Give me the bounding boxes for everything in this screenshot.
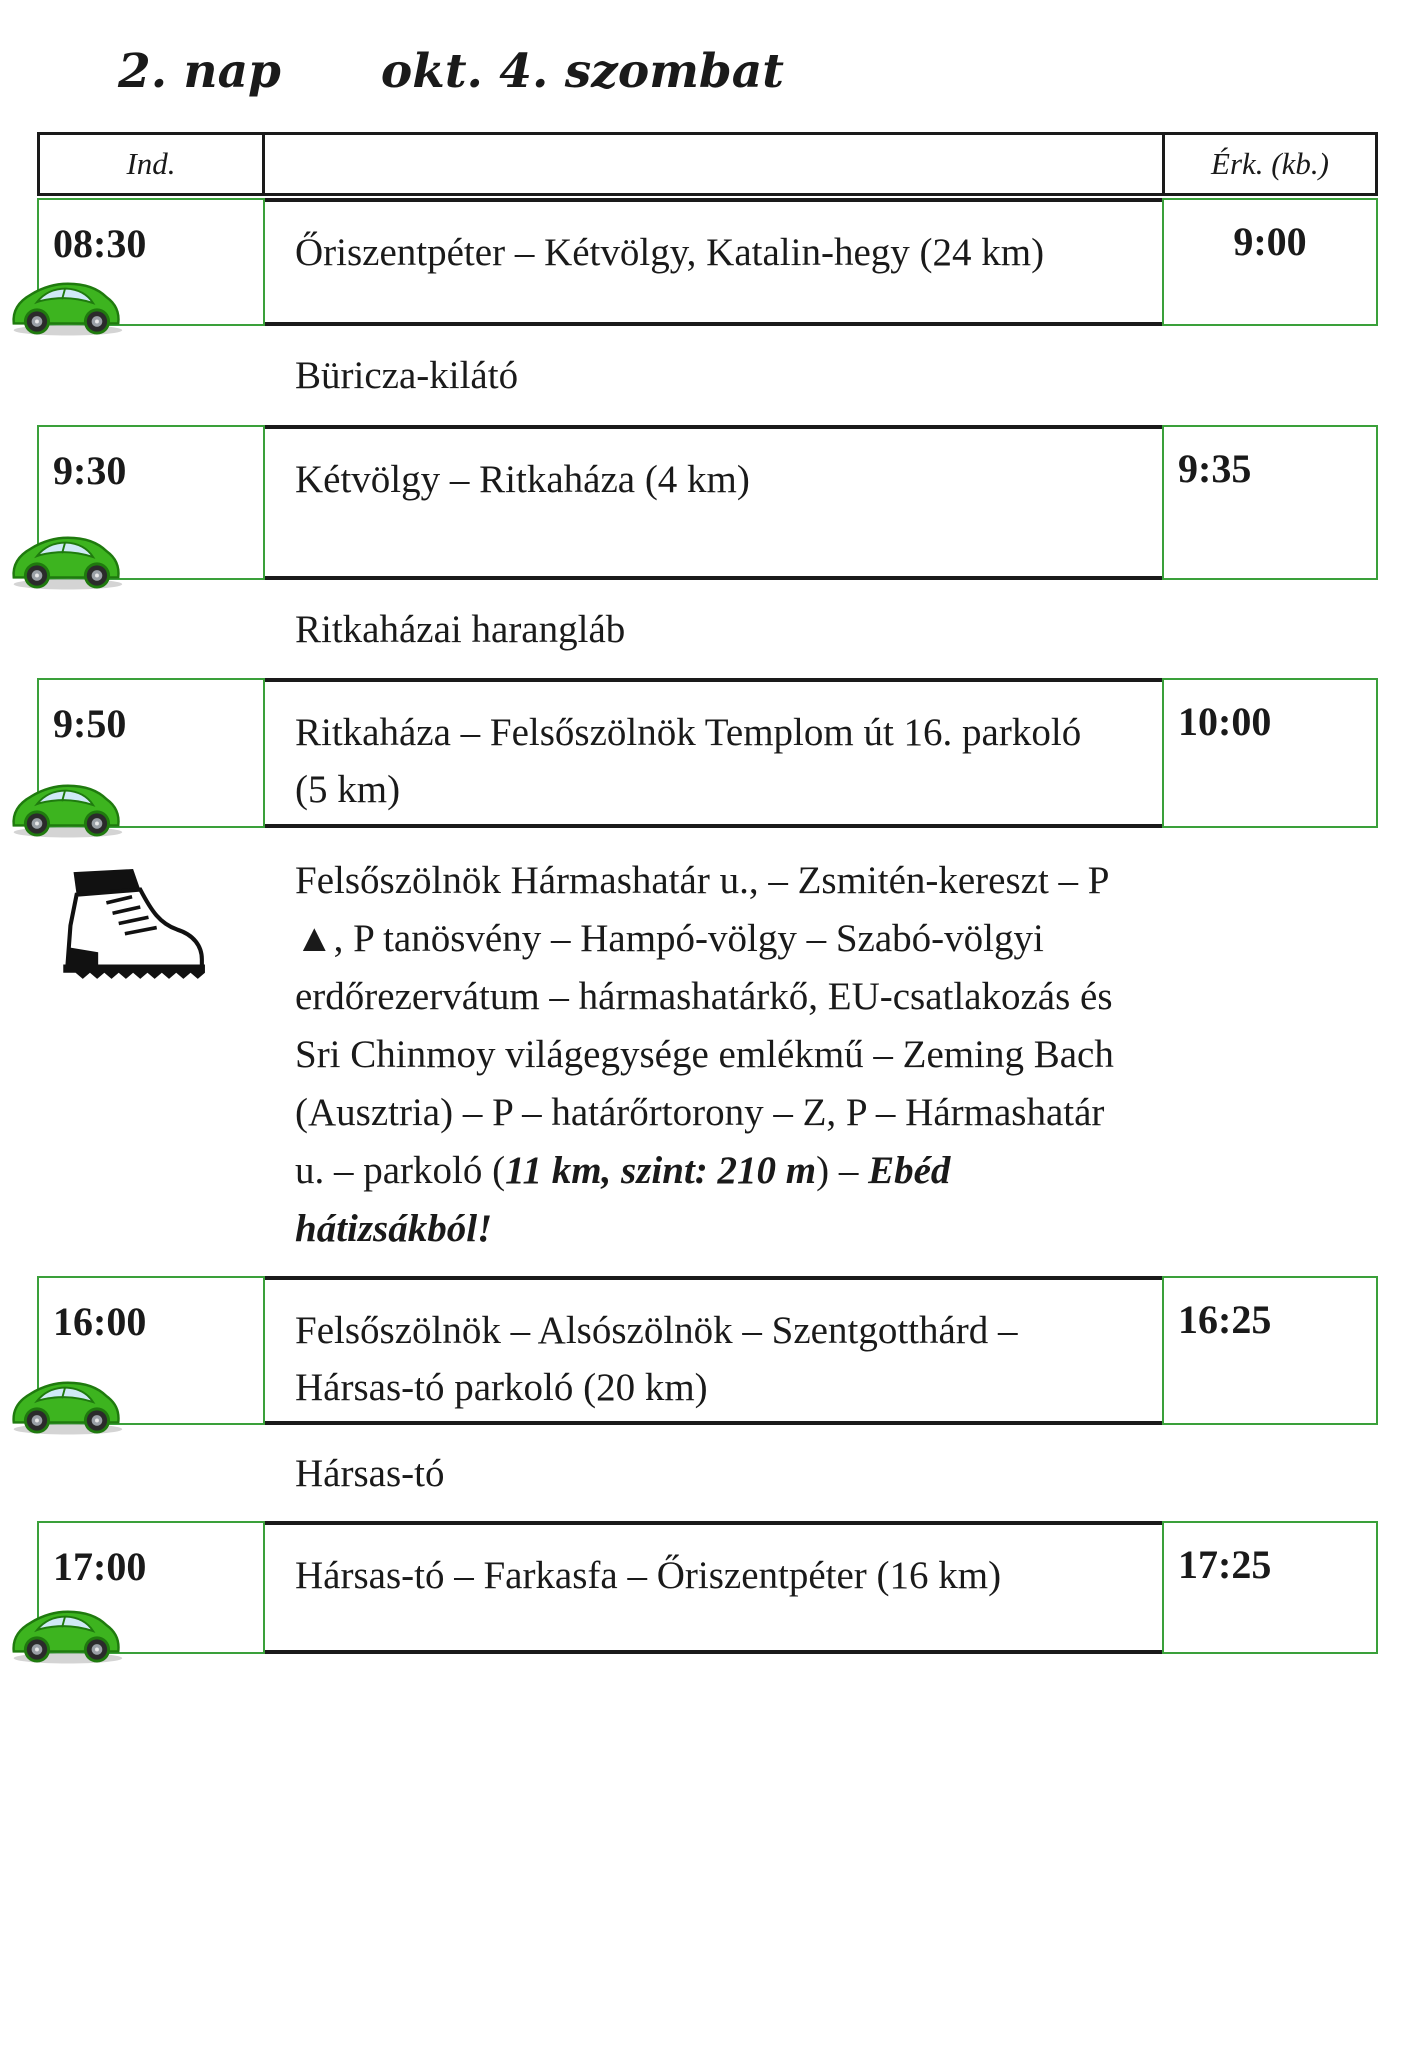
header-arrive-cell xyxy=(1162,132,1378,196)
depart-time: 08:30 xyxy=(53,221,147,266)
arrival-time-cell xyxy=(1162,1276,1378,1425)
itinerary-row-drive-2 xyxy=(37,425,1378,580)
hike-text: Felsőszölnök Hármashatár u., – Zsmitén-kereszt – P ▲, P tanösvény – Hampó-völgy – Szabó-völgyi erdőrezervátum – hármashatárkő, EU-csatlakozás és Sri Chinmoy világegysége emlékmű – Zeming Bach (Ausztria) – P – határőrtorony – Z, P – Hármashatár u. – parkoló ( xyxy=(295,859,1114,1192)
hike-lunch-note: Ebéd hátizsákból! xyxy=(295,1149,951,1250)
hike-text-mid: ) – xyxy=(816,1149,869,1192)
waypoint-note-row-3 xyxy=(37,1425,1378,1521)
arrival-time: 17:25 xyxy=(1178,1542,1272,1587)
title-day: 2. nap xyxy=(118,44,281,99)
hike-icon-cell xyxy=(37,828,265,1276)
arrival-time: 9:00 xyxy=(1233,219,1307,264)
route-description-cell xyxy=(265,198,1162,326)
header-description-cell xyxy=(265,132,1162,196)
route-description: Őriszentpéter – Kétvölgy, Katalin-hegy (24 km) xyxy=(295,231,1045,274)
route-description: Hársas-tó – Farkasfa – Őriszentpéter (16 km) xyxy=(295,1554,1002,1597)
waypoint-note-row-1 xyxy=(37,326,1378,425)
depart-time-cell xyxy=(37,1276,265,1425)
route-description: Kétvölgy – Ritkaháza (4 km) xyxy=(295,458,750,501)
depart-column-label: Ind. xyxy=(126,146,176,181)
waypoint-note xyxy=(265,580,1162,678)
waypoint-note-text: Büricza-kilátó xyxy=(295,354,519,397)
page-title xyxy=(118,44,1428,100)
route-description: Felsőszölnök – Alsószölnök – Szentgotthárd – Hársas-tó parkoló (20 km) xyxy=(295,1309,1018,1409)
depart-time: 17:00 xyxy=(53,1544,147,1589)
route-description-cell xyxy=(265,1521,1162,1654)
route-description-cell xyxy=(265,678,1162,828)
car-icon xyxy=(7,276,125,336)
itinerary-row-drive-5 xyxy=(37,1521,1378,1654)
route-description-cell xyxy=(265,1276,1162,1425)
itinerary-row-hike xyxy=(37,828,1378,1276)
table-header-row xyxy=(37,132,1378,196)
itinerary-row-drive-4 xyxy=(37,1276,1378,1425)
hike-stats: 11 km, szint: 210 m xyxy=(505,1149,817,1192)
hike-description-cell xyxy=(265,828,1162,1276)
header-depart-cell xyxy=(37,132,265,196)
arrival-time-cell xyxy=(1162,425,1378,580)
hiking-boot-icon xyxy=(53,864,207,986)
itinerary-row-drive-3 xyxy=(37,678,1378,828)
itinerary-row-drive-1 xyxy=(37,198,1378,326)
arrival-time-cell xyxy=(1162,1521,1378,1654)
arrival-time: 16:25 xyxy=(1178,1297,1272,1342)
depart-time-cell xyxy=(37,1521,265,1654)
car-icon xyxy=(7,1604,125,1664)
arrival-time: 9:35 xyxy=(1178,446,1252,491)
waypoint-note-text: Hársas-tó xyxy=(295,1451,445,1495)
depart-time: 16:00 xyxy=(53,1299,147,1344)
waypoint-note-row-2 xyxy=(37,580,1378,678)
depart-time-cell xyxy=(37,425,265,580)
arrival-time-cell xyxy=(1162,678,1378,828)
car-icon xyxy=(7,1375,125,1435)
depart-time-cell xyxy=(37,678,265,828)
car-icon xyxy=(7,530,125,590)
arrive-column-label: Érk. (kb.) xyxy=(1211,146,1329,181)
arrival-time-cell xyxy=(1162,198,1378,326)
arrival-time: 10:00 xyxy=(1178,699,1272,744)
car-icon xyxy=(7,778,125,838)
itinerary-table xyxy=(37,132,1378,1654)
route-description: Ritkaháza – Felsőszölnök Templom út 16. parkoló (5 km) xyxy=(295,711,1082,811)
depart-time-cell xyxy=(37,198,265,326)
depart-time: 9:30 xyxy=(53,448,127,493)
waypoint-note xyxy=(265,1425,1162,1521)
waypoint-note xyxy=(265,326,1162,425)
hike-description xyxy=(295,859,1114,1250)
title-date: okt. 4. szombat xyxy=(380,44,784,99)
waypoint-note-text: Ritkaházai harangláb xyxy=(295,607,626,651)
route-description-cell xyxy=(265,425,1162,580)
depart-time: 9:50 xyxy=(53,701,127,746)
